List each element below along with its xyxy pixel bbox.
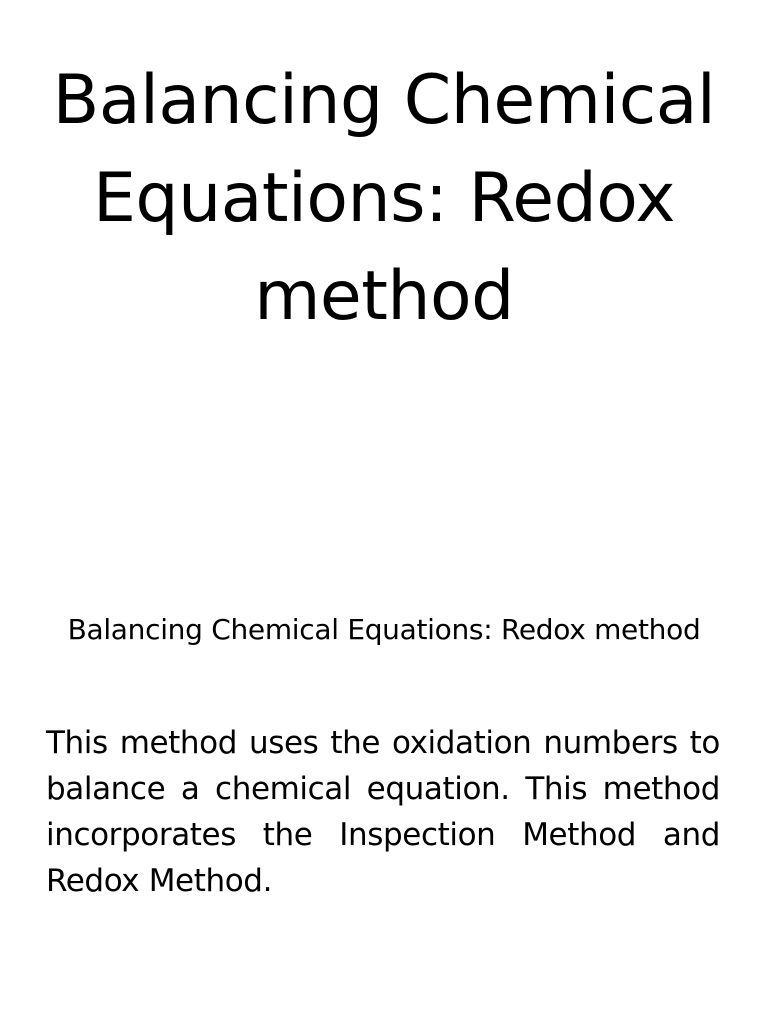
slide-subtitle: Balancing Chemical Equations: Redox method <box>67 613 701 646</box>
slide-title: Balancing Chemical Equations: Redox method <box>52 61 716 336</box>
slide-body-text: This method uses the oxidation numbers to balance a chemical equation. This method incorporates the Inspection Method and Redox Method. <box>46 725 720 899</box>
